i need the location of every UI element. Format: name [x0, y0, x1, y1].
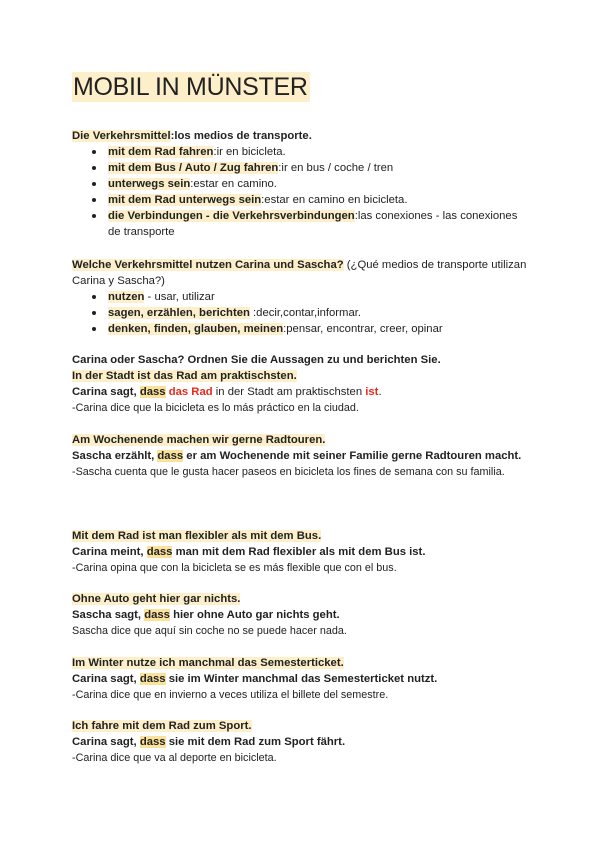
statement-translation: -Carina dice que va al deporte en bicicleta. [72, 752, 277, 764]
dass-highlight: dass [157, 450, 184, 462]
page-title: MOBIL IN MÜNSTER [73, 73, 308, 101]
exercise-block-3 [72, 528, 532, 576]
exercise-block-5 [72, 655, 532, 703]
exercise-instruction: Carina oder Sascha? Ordnen Sie die Aussagen zu und berichten Sie. [72, 354, 441, 366]
vocab-section [72, 128, 532, 240]
statement-translation: -Carina dice que en invierno a veces utiliza el billete del semestre. [72, 689, 389, 701]
vocab-heading-de: Die Verkehrsmittel [72, 130, 171, 142]
list-item: denken, finden, glauben, meinen:pensar, encontrar, creer, opinar [72, 321, 532, 337]
dass-highlight: dass [139, 736, 166, 748]
vocab-heading [72, 128, 532, 144]
statement-report: Carina sagt, dass sie mit dem Rad zum Sport fährt. [72, 736, 346, 748]
statement-quote: Im Winter nutze ich manchmal das Semesterticket. [72, 657, 344, 669]
statement-translation: -Sascha cuenta que le gusta hacer paseos en bicicleta los fines de semana con su familia. [72, 466, 505, 478]
statement-quote: In der Stadt ist das Rad am praktischsten. [72, 370, 297, 382]
statement-report: Sascha sagt, dass hier ohne Auto gar nichts geht. [72, 609, 340, 621]
dass-highlight: dass [139, 673, 166, 685]
exercise-block-6 [72, 718, 532, 766]
dass-highlight: dass [144, 609, 170, 621]
list-item: nutzen - usar, utilizar [72, 289, 532, 305]
list-item: mit dem Rad fahren:ir en bicicleta. [72, 144, 532, 160]
statement-report: Carina sagt, dass sie im Winter manchmal das Semesterticket nutzt. [72, 673, 438, 685]
list-item: mit dem Rad unterwegs sein:estar en camino en bicicleta. [72, 192, 532, 208]
vocab-heading-es: :los medios de transporte. [170, 130, 312, 142]
list-item: mit dem Bus / Auto / Zug fahren:ir en bus / coche / tren [72, 160, 532, 176]
statement-report: Carina sagt, dass das Rad in der Stadt am praktischsten ist. [72, 386, 382, 398]
dass-highlight: dass [146, 546, 173, 558]
verbs-list [72, 289, 532, 337]
statement-report: Carina meint, dass man mit dem Rad flexibler als mit dem Bus ist. [72, 546, 426, 558]
list-item: unterwegs sein:estar en camino. [72, 176, 532, 192]
statement-quote: Ohne Auto geht hier gar nichts. [72, 593, 241, 605]
question-heading [72, 257, 532, 289]
list-item: sagen, erzählen, berichten :decir,contar,informar. [72, 305, 532, 321]
question-section [72, 257, 532, 337]
exercise-block-2 [72, 432, 532, 480]
statement-quote: Mit dem Rad ist man flexibler als mit dem Bus. [72, 530, 322, 542]
statement-report: Sascha erzählt, dass er am Wochenende mit seiner Familie gerne Radtouren macht. [72, 450, 522, 462]
statement-translation: -Carina dice que la bicicleta es lo más práctico en la ciudad. [72, 402, 359, 414]
dass-highlight: dass [139, 386, 166, 398]
statement-quote: Ich fahre mit dem Rad zum Sport. [72, 720, 252, 732]
statement-quote: Am Wochenende machen wir gerne Radtouren. [72, 434, 326, 446]
statement-translation: -Carina opina que con la bicicleta se es más flexible que con el bus. [72, 562, 397, 574]
statement-translation: Sascha dice que aquí sin coche no se puede hacer nada. [72, 625, 347, 637]
vocab-list [72, 144, 532, 240]
question-heading-de: Welche Verkehrsmittel nutzen Carina und Sascha? [72, 259, 344, 271]
list-item: die Verbindungen - die Verkehrsverbindungen:las conexiones - las conexiones de transporte [72, 208, 532, 240]
exercise-block-1 [72, 352, 532, 416]
exercise-block-4 [72, 591, 532, 639]
question-heading-es: (¿Qué medios de transporte utilizan Carina y Sascha?) [72, 259, 527, 287]
